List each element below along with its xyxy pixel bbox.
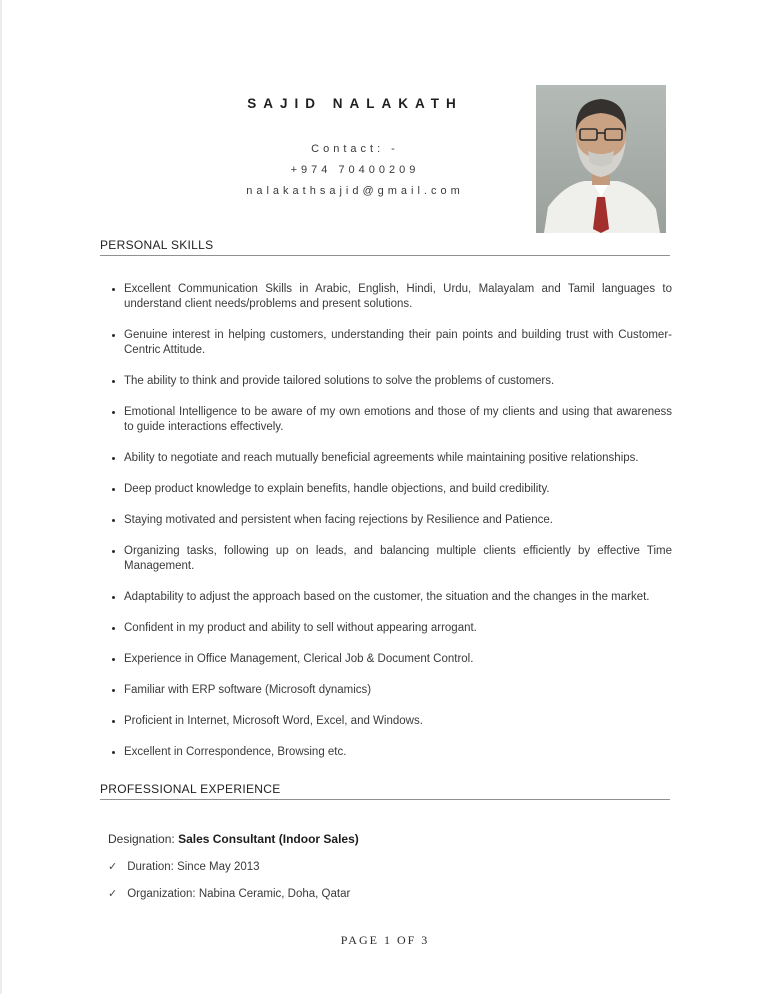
email-address: nalakathsajid@gmail.com <box>246 185 464 197</box>
designation-value: Sales Consultant (Indoor Sales) <box>178 832 359 846</box>
skill-item: • Excellent Communication Skills in Arabic, English, Hindi, Urdu, Malayalam and Tamil languages to understand client needs/problems and present solutions. <box>124 282 672 312</box>
skill-item: • Emotional Intelligence to be aware of my own emotions and those of my clients and using that awareness to guide interactions effectively. <box>124 405 672 435</box>
contact-label: Contact: - <box>311 143 399 155</box>
candidate-name: SAJID NALAKATH <box>247 96 463 111</box>
profile-photo <box>536 85 666 233</box>
page-footer <box>2 933 768 948</box>
phone-number: +974 70400209 <box>290 164 420 176</box>
duration-label: Duration: <box>127 861 174 873</box>
skill-item: • Confident in my product and ability to sell without appearing arrogant. <box>124 621 672 636</box>
skill-item: • The ability to think and provide tailored solutions to solve the problems of customers. <box>124 374 672 389</box>
check-icon: ✓ <box>108 861 118 873</box>
skill-item: • Familiar with ERP software (Microsoft dynamics) <box>124 683 672 698</box>
skill-item: • Deep product knowledge to explain benefits, handle objections, and build credibility. <box>124 482 672 497</box>
person-avatar-icon <box>536 85 666 233</box>
organization-value: Nabina Ceramic, Doha, Qatar <box>198 888 351 900</box>
designation-line <box>108 832 668 846</box>
skill-item: • Proficient in Internet, Microsoft Word, Excel, and Windows. <box>124 714 672 729</box>
section-title-personal-skills: PERSONAL SKILLS <box>100 238 670 256</box>
skills-list <box>102 282 672 760</box>
resume-header <box>2 0 768 202</box>
skill-item: • Experience in Office Management, Clerical Job & Document Control. <box>124 652 672 667</box>
experience-duration-line <box>108 846 668 873</box>
section-title-professional-experience: PROFESSIONAL EXPERIENCE <box>100 782 670 800</box>
designation-label: Designation: <box>108 832 175 846</box>
check-icon: ✓ <box>108 888 118 900</box>
skill-item: • Genuine interest in helping customers, understanding their pain points and building trust with Customer-Centric Attitude. <box>124 328 672 358</box>
skill-item: • Staying motivated and persistent when facing rejections by Resilience and Patience. <box>124 513 672 528</box>
experience-organization-line <box>108 873 668 900</box>
duration-value: Since May 2013 <box>177 861 260 873</box>
skill-item: • Organizing tasks, following up on leads, and balancing multiple clients efficiently by effective Time Management. <box>124 544 672 574</box>
organization-label: Organization: <box>127 888 196 900</box>
skill-item: • Adaptability to adjust the approach based on the customer, the situation and the changes in the market. <box>124 590 672 605</box>
skill-item: • Ability to negotiate and reach mutually beneficial agreements while maintaining positive relationships. <box>124 451 672 466</box>
page-number-label: PAGE 1 OF 3 <box>340 933 430 947</box>
skill-item: • Excellent in Correspondence, Browsing etc. <box>124 745 672 760</box>
